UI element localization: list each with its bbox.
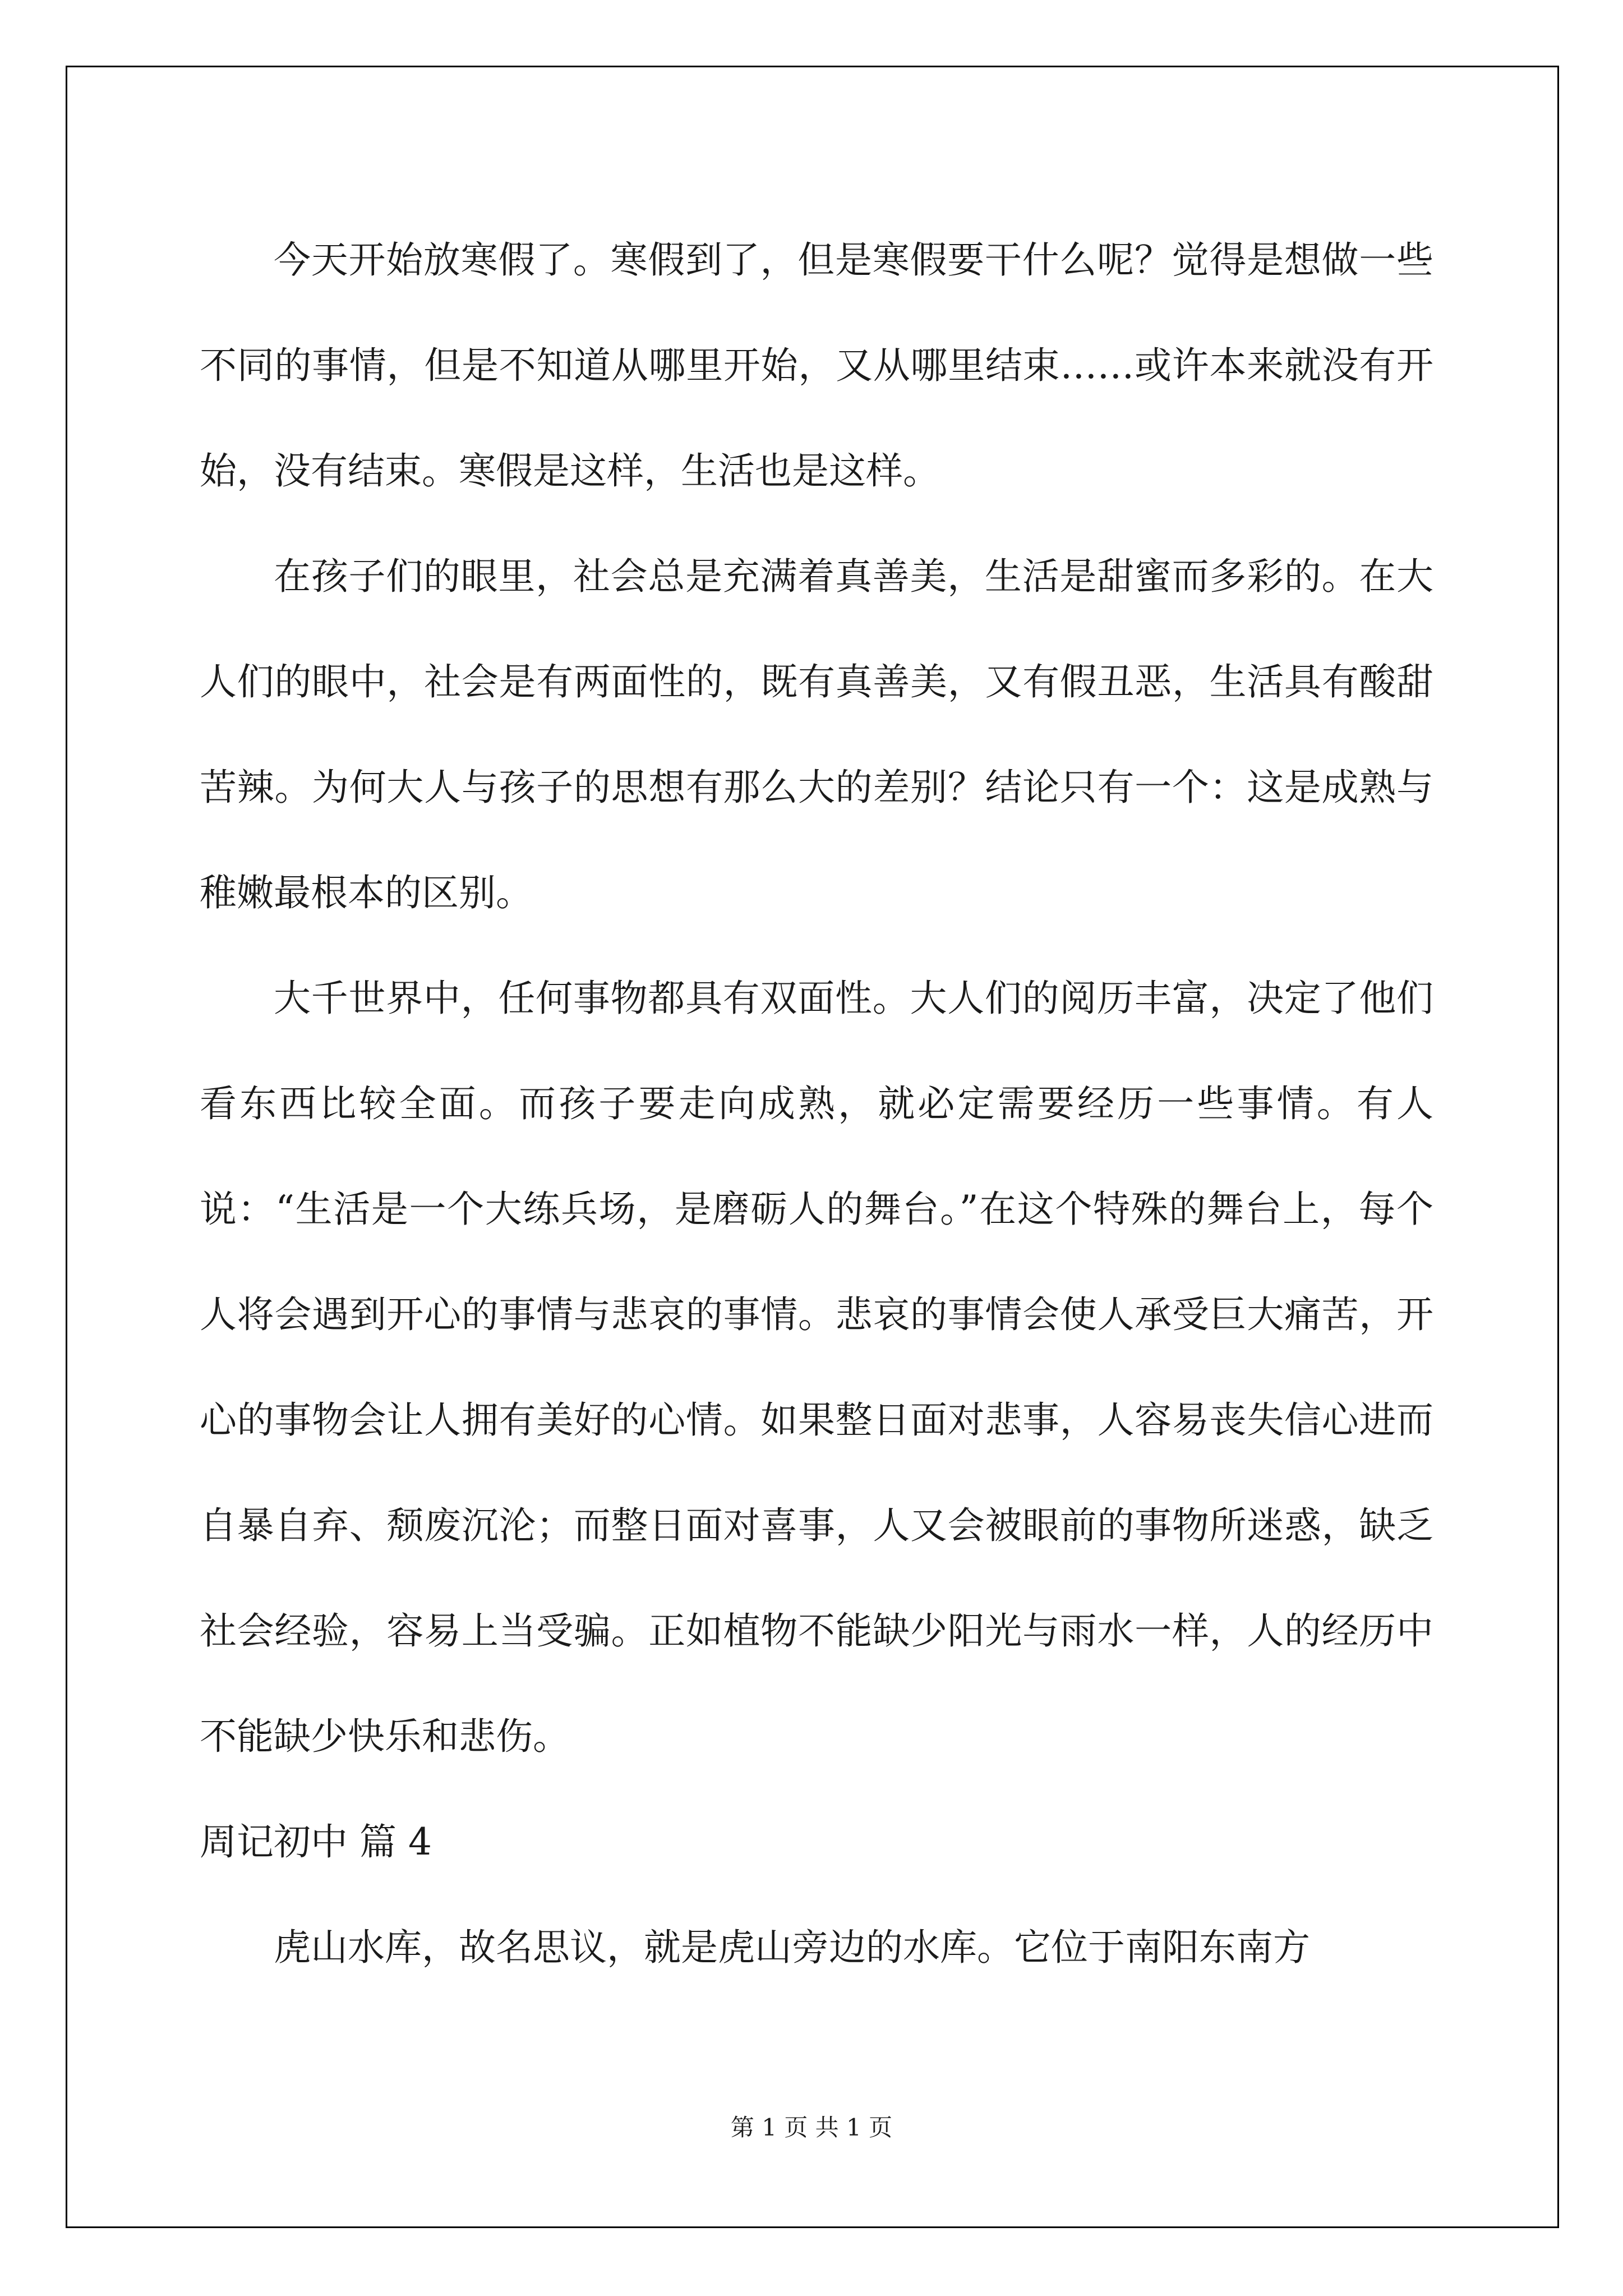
paragraph-1: 今天开始放寒假了。寒假到了，但是寒假要干什么呢？觉得是想做一些不同的事情，但是不知道从哪里开始，又从哪里结束……或许本来就没有开始，没有结束。寒假是这样，生活也是这样。 [200,238,1433,493]
paragraph-2: 在孩子们的眼里，社会总是充满着真善美，生活是甜蜜而多彩的。在大人们的眼中，社会是有两面性的，既有真善美，又有假丑恶，生活具有酸甜苦辣。为何大人与孩子的思想有那么大的差别？结论只有一个：这是成熟与稚嫩最根本的区别。 [200,555,1433,914]
paragraph-4: 虎山水库，故名思议，就是虎山旁边的水库。它位于南阳东南方 [274,1926,1310,1969]
paragraph-3: 大千世界中，任何事物都具有双面性。大人们的阅历丰富，决定了他们看东西比较全面。而孩子要走向成熟，就必定需要经历一些事情。有人说：“生活是一个大练兵场，是磨砺人的舞台。”在这个特殊的舞台上，每个人将会遇到开心的事情与悲哀的事情。悲哀的事情会使人承受巨大痛苦，开心的事物会让人拥有美好的心情。如果整日面对悲事，人容易丧失信心进而自暴自弃、颓废沉沦；而整日面对喜事，人又会被眼前的事物所迷惑，缺乏社会经验，容易上当受骗。正如植物不能缺少阳光与雨水一样，人的经历中不能缺少快乐和悲伤。 [200,977,1433,1758]
section-heading: 周记初中 篇 4 [200,1820,432,1864]
page-footer: 第 1 页 共 1 页 [730,2114,893,2141]
document-body [200,208,1433,2000]
